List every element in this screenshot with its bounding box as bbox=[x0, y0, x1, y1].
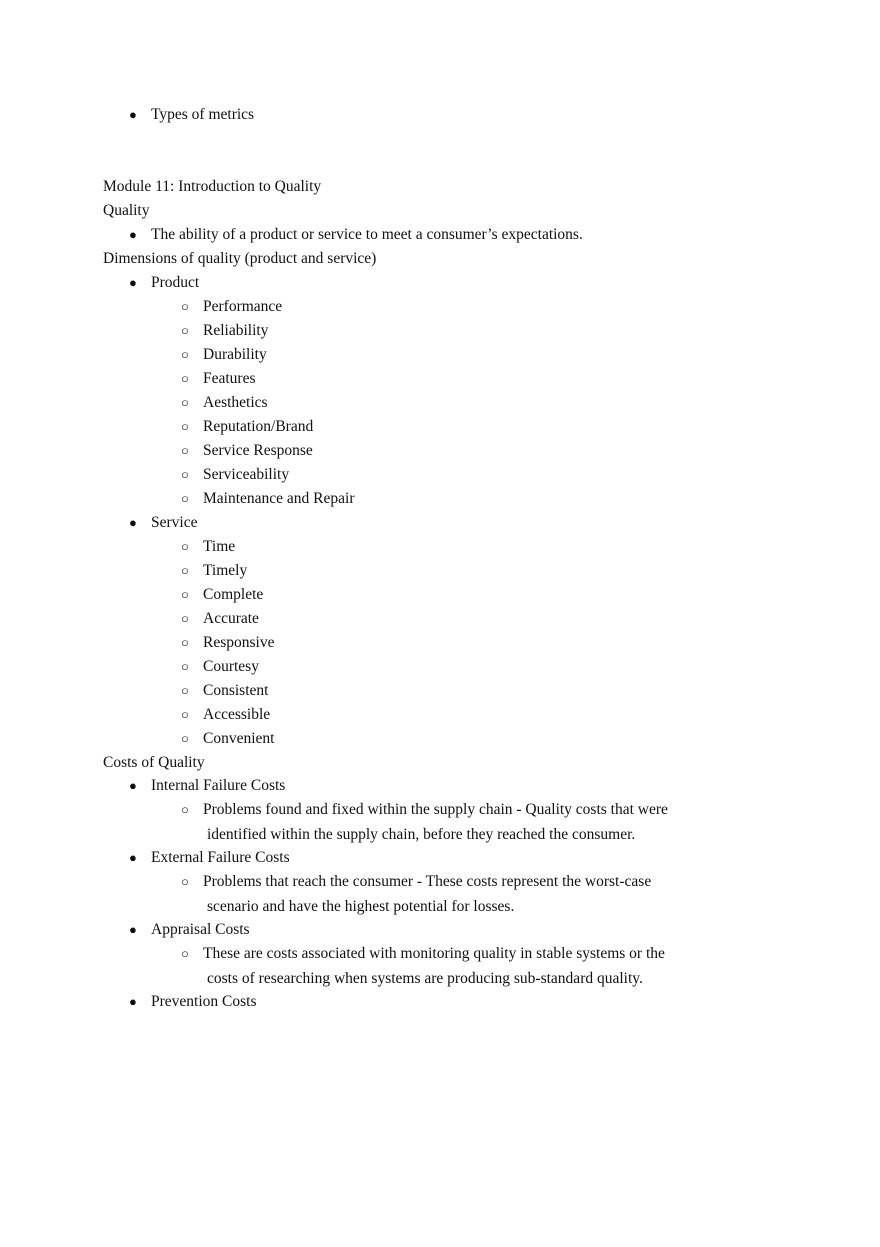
circle-bullet-icon: ○ bbox=[181, 659, 189, 674]
quality-definition: The ability of a product or service to meet a consumer’s expectations. bbox=[151, 226, 583, 243]
bullet-icon: ● bbox=[129, 227, 137, 242]
circle-bullet-icon: ○ bbox=[181, 419, 189, 434]
circle-bullet-icon: ○ bbox=[181, 611, 189, 626]
circle-bullet-icon: ○ bbox=[181, 587, 189, 602]
dimensions-heading: Dimensions of quality (product and service) bbox=[103, 250, 377, 267]
costs-heading: Costs of Quality bbox=[103, 754, 205, 771]
circle-bullet-icon: ○ bbox=[181, 635, 189, 650]
circle-bullet-icon: ○ bbox=[181, 467, 189, 482]
circle-bullet-icon: ○ bbox=[181, 371, 189, 386]
circle-bullet-icon: ○ bbox=[181, 323, 189, 338]
circle-bullet-icon: ○ bbox=[181, 491, 189, 506]
list-item: Reputation/Brand bbox=[203, 418, 314, 435]
list-item: Serviceability bbox=[203, 466, 290, 483]
list-item-types-of-metrics: Types of metrics bbox=[151, 106, 255, 123]
circle-bullet-icon: ○ bbox=[181, 443, 189, 458]
appraisal-desc-line1: These are costs associated with monitoring quality in stable systems or the bbox=[203, 945, 665, 962]
list-item: Timely bbox=[203, 562, 248, 579]
list-item: Service Response bbox=[203, 442, 313, 459]
external-failure-label: External Failure Costs bbox=[151, 849, 290, 866]
list-item: Features bbox=[203, 370, 256, 387]
circle-bullet-icon: ○ bbox=[181, 395, 189, 410]
circle-bullet-icon: ○ bbox=[181, 299, 189, 314]
circle-bullet-icon: ○ bbox=[181, 539, 189, 554]
list-item: Complete bbox=[203, 586, 264, 603]
quality-heading: Quality bbox=[103, 202, 150, 219]
list-item: Aesthetics bbox=[203, 394, 268, 411]
external-failure-desc-line2: scenario and have the highest potential for losses. bbox=[207, 898, 515, 915]
service-label: Service bbox=[151, 514, 198, 531]
bullet-icon: ● bbox=[129, 107, 137, 122]
list-item: Reliability bbox=[203, 322, 269, 339]
circle-bullet-icon: ○ bbox=[181, 802, 189, 817]
list-item: Responsive bbox=[203, 634, 275, 651]
bullet-icon: ● bbox=[129, 778, 137, 793]
module-title: Module 11: Introduction to Quality bbox=[103, 178, 322, 195]
bullet-icon: ● bbox=[129, 275, 137, 290]
list-item: Durability bbox=[203, 346, 267, 363]
list-item: Time bbox=[203, 538, 236, 555]
list-item: Performance bbox=[203, 298, 283, 315]
appraisal-label: Appraisal Costs bbox=[151, 921, 250, 938]
appraisal-desc-line2: costs of researching when systems are producing sub-standard quality. bbox=[207, 970, 643, 987]
internal-failure-desc-line1: Problems found and fixed within the supply chain - Quality costs that were bbox=[203, 801, 668, 818]
bullet-icon: ● bbox=[129, 850, 137, 865]
list-item: Consistent bbox=[203, 682, 269, 699]
circle-bullet-icon: ○ bbox=[181, 731, 189, 746]
list-item: Convenient bbox=[203, 730, 275, 747]
internal-failure-desc-line2: identified within the supply chain, before they reached the consumer. bbox=[207, 826, 636, 843]
circle-bullet-icon: ○ bbox=[181, 683, 189, 698]
circle-bullet-icon: ○ bbox=[181, 347, 189, 362]
circle-bullet-icon: ○ bbox=[181, 563, 189, 578]
external-failure-desc-line1: Problems that reach the consumer - These costs represent the worst-case bbox=[203, 873, 652, 890]
circle-bullet-icon: ○ bbox=[181, 874, 189, 889]
prevention-label: Prevention Costs bbox=[151, 993, 257, 1010]
list-item: Maintenance and Repair bbox=[203, 490, 355, 507]
circle-bullet-icon: ○ bbox=[181, 946, 189, 961]
list-item: Courtesy bbox=[203, 658, 259, 675]
internal-failure-label: Internal Failure Costs bbox=[151, 777, 286, 794]
bullet-icon: ● bbox=[129, 994, 137, 1009]
product-label: Product bbox=[151, 274, 200, 291]
list-item: Accessible bbox=[203, 706, 271, 723]
bullet-icon: ● bbox=[129, 922, 137, 937]
bullet-icon: ● bbox=[129, 515, 137, 530]
circle-bullet-icon: ○ bbox=[181, 707, 189, 722]
list-item: Accurate bbox=[203, 610, 259, 627]
